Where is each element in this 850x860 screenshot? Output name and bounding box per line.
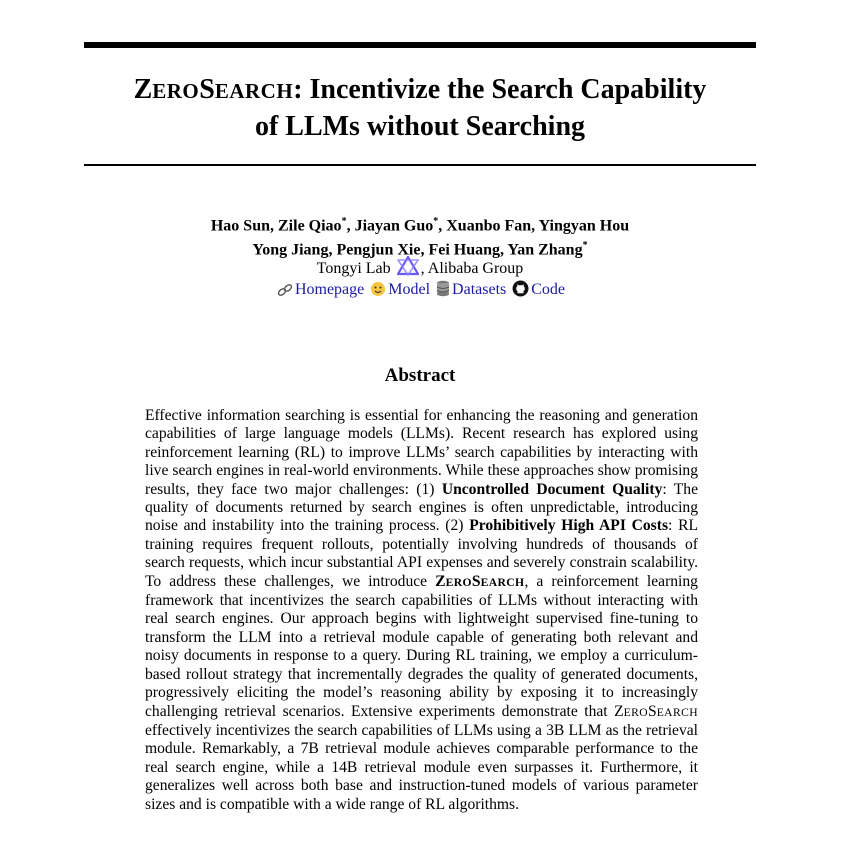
title-line1-rest: : Incentivize the Search Capability [293, 74, 707, 105]
paper-title [84, 72, 756, 144]
link-icon [277, 282, 293, 304]
resource-links [84, 279, 756, 304]
database-icon [436, 280, 450, 304]
abstract-heading: Abstract [384, 365, 456, 386]
github-icon [512, 280, 529, 304]
bottom-rule [84, 164, 756, 166]
title-line2: of LLMs without Searching [254, 111, 586, 142]
title-brand: ZEROSEARCH [133, 74, 294, 105]
model-link[interactable]: Model [388, 281, 431, 298]
author-list: Hao Sun, Zile Qiao*, Jiayan Guo*, Xuanbo Fan, Yingyan Hou Yong Jiang, Pengjun Xie, Fei Huang, Yan Zhang* [210, 216, 630, 259]
affiliation: Tongyi Lab , Alibaba Group [84, 256, 756, 283]
homepage-link[interactable]: Homepage [294, 281, 365, 298]
hugging-face-icon [370, 281, 386, 304]
top-rule [84, 42, 756, 48]
code-link[interactable]: Code [531, 281, 566, 298]
abstract-body: Effective information searching is essential for enhancing the reasoning and generation capabilities of large language models (LLMs). Recent research has explored using reinforcement learning (RL) to improve LLMs’ search capabilities by interacting with live search engines in real-world environments. While these approaches show promising results, they face two major challenges: (1) Uncontrolled Document Quality: The quality of documents returned by search engines is often unpredictable, introducing noise and instability into the training process. (2) Prohibitively High API Costs: RL training requires frequent rollouts, potentially involving hundreds of thousands of search requests, which incur substantial API expenses and severely constrain scalability. To address these challenges, we introduce ZEROSEARCH, a reinforcement learning framework that incentivizes the search capabilities of LLMs without interacting with real search engines. Our approach begins with lightweight supervised fine-tuning to transform the LLM into a retrieval module capable of generating both relevant and noisy documents in response to a query. During RL training, we employ a curriculum-based rollout strategy that incrementally degrades the quality of generated documents, progressively eliciting the model’s reasoning ability by exposing it to increasingly challenging retrieval scenarios. Extensive experiments demonstrate that ZEROSEARCH effectively incentivizes the search capabilities of LLMs using a 3B LLM as the retrieval module. Remarkably, a 7B retrieval module achieves comparable performance to the real search engine, while a 14B retrieval module even surpasses it. Furthermore, it generalizes well across both base and instruction-tuned models of various parameter sizes and is compatible with a wide range of RL algorithms. [145, 407, 698, 813]
datasets-link[interactable]: Datasets [452, 281, 507, 298]
